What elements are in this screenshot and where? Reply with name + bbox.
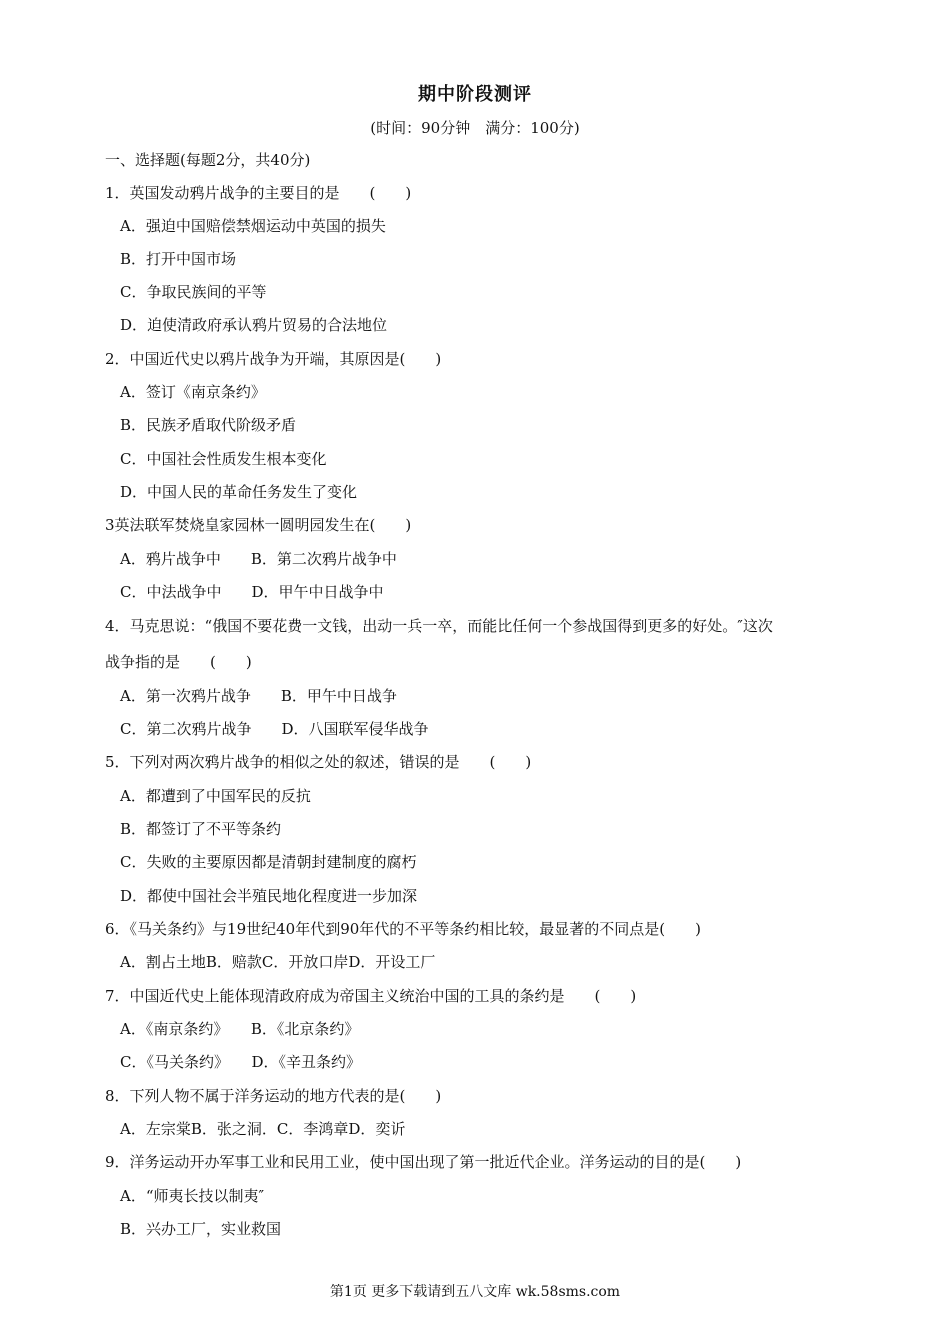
- option: A．割占土地B．赔款C．开放口岸D．开设工厂: [120, 953, 436, 971]
- option: B．都签订了不平等条约: [120, 820, 282, 838]
- section-heading: 一、选择题(每题2分，共40分): [105, 151, 311, 169]
- option: C．争取民族间的平等: [120, 283, 267, 301]
- option: B．打开中国市场: [120, 250, 237, 268]
- page-title: 期中阶段测评: [418, 84, 532, 105]
- question-stem: 1．英国发动鸦片战争的主要目的是 ( ): [105, 184, 412, 202]
- option: C．中法战争中 D．甲午中日战争中: [120, 583, 384, 601]
- question-stem: 6．《马关条约》与19世纪40年代到90年代的不平等条约相比较，最显著的不同点是( ): [105, 920, 702, 938]
- option: C．《马关条约》 D．《辛丑条约》: [120, 1053, 362, 1071]
- option: A．《南京条约》 B．《北京条约》: [120, 1020, 360, 1038]
- option: A．第一次鸦片战争 B．甲午中日战争: [120, 687, 397, 705]
- option: A．都遭到了中国军民的反抗: [120, 787, 311, 805]
- option: C．中国社会性质发生根本变化: [120, 450, 327, 468]
- question-stem: 2．中国近代史以鸦片战争为开端，其原因是( ): [105, 350, 442, 368]
- option: A．左宗棠B．张之洞．C．李鸿章D．奕䜣: [120, 1120, 406, 1138]
- option: A．强迫中国赔偿禁烟运动中英国的损失: [120, 217, 386, 235]
- option: A．“师夷长技以制夷″: [120, 1187, 265, 1205]
- question-stem-continued: 战争指的是 ( ): [105, 653, 252, 671]
- question-stem: 9．洋务运动开办军事工业和民用工业，使中国出现了第一批近代企业。洋务运动的目的是( ): [105, 1153, 742, 1171]
- option: D．都使中国社会半殖民地化程度进一步加深: [120, 887, 418, 905]
- option: A．签订《南京条约》: [120, 383, 266, 401]
- option: A．鸦片战争中 B．第二次鸦片战争中: [120, 550, 397, 568]
- question-stem: 3英法联军焚烧皇家园林一圆明园发生在( ): [105, 516, 412, 534]
- question-stem: 7．中国近代史上能体现清政府成为帝国主义统治中国的工具的条约是 ( ): [105, 987, 637, 1005]
- exam-info: (时间：90分钟 满分：100分): [370, 119, 580, 137]
- option: C．失败的主要原因都是清朝封建制度的腐朽: [120, 853, 417, 871]
- option: D．中国人民的革命任务发生了变化: [120, 483, 358, 501]
- option: B．兴办工厂，实业救国: [120, 1220, 282, 1238]
- page-footer: 第1页 更多下载请到五八文库 wk.58sms.com: [329, 1284, 621, 1300]
- option: B．民族矛盾取代阶级矛盾: [120, 416, 297, 434]
- option: D．迫使清政府承认鸦片贸易的合法地位: [120, 316, 388, 334]
- option: C．第二次鸦片战争 D．八国联军侵华战争: [120, 720, 429, 738]
- question-stem: 4．马克思说：“俄国不要花费一文钱，出动一兵一卒，而能比任何一个参战国得到更多的好处。″这次: [105, 617, 773, 635]
- question-stem: 5．下列对两次鸦片战争的相似之处的叙述，错误的是 ( ): [105, 753, 532, 771]
- question-stem: 8．下列人物不属于洋务运动的地方代表的是( ): [105, 1087, 442, 1105]
